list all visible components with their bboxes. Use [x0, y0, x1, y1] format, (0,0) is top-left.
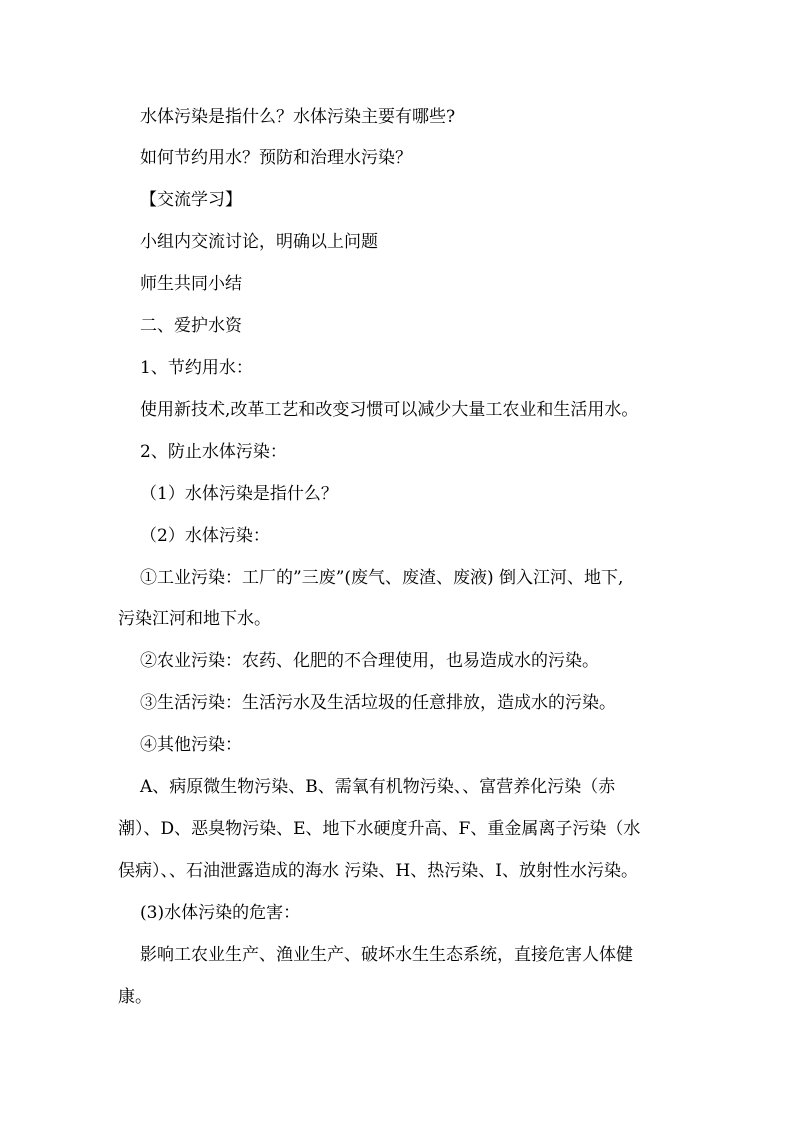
paragraph-agricultural-pollution: ②农业污染：农药、化肥的不合理使用，也易造成水的污染。 — [140, 651, 599, 671]
paragraph-pollution-types-1: A、病原微生物污染、B、需氧有机物污染、、富营养化污染（赤 — [140, 777, 616, 797]
paragraph-pollution-types-2: 潮）、D、恶臭物污染、E、地下水硬度升高、F、重金属离子污染（水 — [118, 819, 641, 839]
paragraph-other-pollution: ④其他污染： — [140, 735, 242, 755]
paragraph-new-technology: 使用新技术,改革工艺和改变习惯可以减少大量工农业和生活用水。 — [140, 400, 639, 420]
list-item-2: （2）水体污染： — [140, 526, 270, 546]
list-item-1: （1）水体污染是指什么？ — [140, 484, 338, 504]
paragraph-question-water-pollution: 水体污染是指什么？水体污染主要有哪些? — [140, 107, 456, 127]
paragraph-harm-2: 康。 — [118, 987, 152, 1007]
section-heading-exchange: 【交流学习】 — [140, 190, 242, 210]
subheading-prevent-pollution: 2、防止水体污染： — [140, 442, 287, 462]
subheading-pollution-harm: (3)水体污染的危害： — [140, 903, 301, 923]
section-heading-protect-water: 二、爱护水资 — [140, 316, 242, 336]
paragraph-domestic-pollution: ③生活污染：生活污水及生活垃圾的任意排放，造成水的污染。 — [140, 693, 616, 713]
paragraph-summary: 师生共同小结 — [140, 274, 242, 294]
subheading-save-water: 1、节约用水： — [140, 358, 253, 378]
paragraph-pollution-types-3: 俣病）、、石油泄露造成的海水 污染、H、热污染、I、放射性水污染。 — [118, 861, 638, 881]
paragraph-harm-1: 影响工农业生产、渔业生产、破坏水生生态系统，直接危害人体健 — [140, 945, 633, 965]
paragraph-industrial-pollution: ①工业污染：工厂的”三废”(废气、废渣、废液) 倒入江河、地下, — [140, 568, 624, 588]
paragraph-group-discussion: 小组内交流讨论，明确以上问题 — [140, 232, 378, 252]
paragraph-industrial-pollution-cont: 污染江河和地下水。 — [118, 609, 271, 629]
paragraph-question-save-water: 如何节约用水？预防和治理水污染？ — [140, 148, 412, 168]
